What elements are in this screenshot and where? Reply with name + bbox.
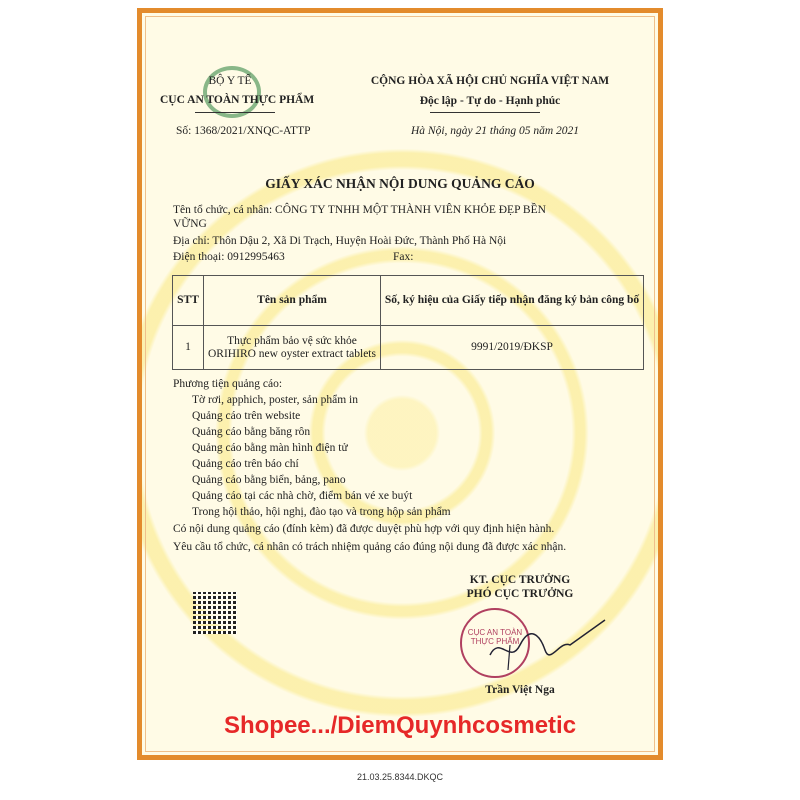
- media-item: Quảng cáo bằng biển, bảng, pano: [192, 474, 346, 486]
- vfa-logo: [203, 66, 261, 118]
- motto: Độc lập - Tự do - Hạnh phúc: [419, 95, 561, 107]
- shop-watermark: Shopee.../DiemQuynhcosmetic: [223, 712, 577, 739]
- table-header-row: [173, 276, 644, 326]
- cell-product: Thực phẩm bảo vệ sức khỏe ORIHIRO new oyster extract tablets: [204, 326, 381, 370]
- header-stt: STT: [173, 276, 204, 326]
- agency-name: CỤC AN TOÀN THỰC PHẨM: [160, 94, 315, 106]
- place-date: Hà Nội, ngày 21 tháng 05 năm 2021: [410, 125, 580, 137]
- document-title: GIẤY XÁC NHẬN NỘI DUNG QUẢNG CÁO: [265, 176, 535, 191]
- media-item: Trong hội thảo, hội nghị, đào tạo và trong hộp sản phẩm: [192, 506, 451, 518]
- divider: [195, 112, 275, 113]
- media-item: Quảng cáo tại các nhà chờ, điểm bán vé xe buýt: [192, 490, 413, 502]
- footer-code: 21.03.25.8344.DKQC: [356, 772, 444, 782]
- address: Địa chỉ: Thôn Dậu 2, Xã Di Trạch, Huyện Hoài Đức, Thành Phố Hà Nội: [173, 235, 507, 247]
- media-item: Quảng cáo trên báo chí: [192, 458, 299, 470]
- handwritten-signature: [480, 615, 610, 675]
- qr-code: [193, 592, 237, 634]
- request-statement: Yêu cầu tổ chức, cá nhân có trách nhiệm quảng cáo đúng nội dung đã được xác nhận.: [173, 541, 567, 553]
- cell-registration: 9991/2019/ĐKSP: [381, 326, 644, 370]
- cell-stt: 1: [173, 326, 204, 370]
- signer-name: Trần Việt Nga: [485, 684, 555, 696]
- table-row: [173, 326, 644, 370]
- signer-title-1: KT. CỤC TRƯỞNG: [469, 574, 571, 586]
- header-registration: Số, ký hiệu của Giấy tiếp nhận đăng ký bản công bố: [381, 276, 644, 326]
- media-item: Quảng cáo bằng băng rôn: [192, 426, 311, 438]
- ministry-name: BỘ Y TẾ: [208, 75, 252, 87]
- product-table: [172, 275, 644, 370]
- country-name: CỘNG HÒA XÃ HỘI CHỦ NGHĨA VIỆT NAM: [370, 75, 610, 87]
- org-name: Tên tổ chức, cá nhân: CÔNG TY TNHH MỘT THÀNH VIÊN KHỎE ĐẸP BỀN: [173, 204, 546, 216]
- media-item: Quảng cáo trên website: [192, 410, 301, 422]
- media-item: Quảng cáo bằng màn hình điện tử: [192, 442, 348, 454]
- media-item: Tờ rơi, apphich, poster, sản phẩm in: [192, 394, 358, 406]
- signer-title-2: PHÓ CỤC TRƯỞNG: [466, 588, 574, 600]
- org-name-cont: VỮNG: [173, 218, 207, 230]
- official-stamp: CỤC AN TOÀN THỰC PHẨM: [460, 608, 530, 678]
- media-label: Phương tiện quảng cáo:: [173, 378, 283, 390]
- phone: Điện thoại: 0912995463: [173, 251, 285, 263]
- approval-statement: Có nội dung quảng cáo (đính kèm) đã được duyệt phù hợp với quy định hiện hành.: [173, 523, 555, 535]
- header-product: Tên sản phẩm: [204, 276, 381, 326]
- fax: Fax:: [393, 251, 414, 263]
- document-number: Số: 1368/2021/XNQC-ATTP: [176, 125, 311, 137]
- divider: [430, 112, 540, 113]
